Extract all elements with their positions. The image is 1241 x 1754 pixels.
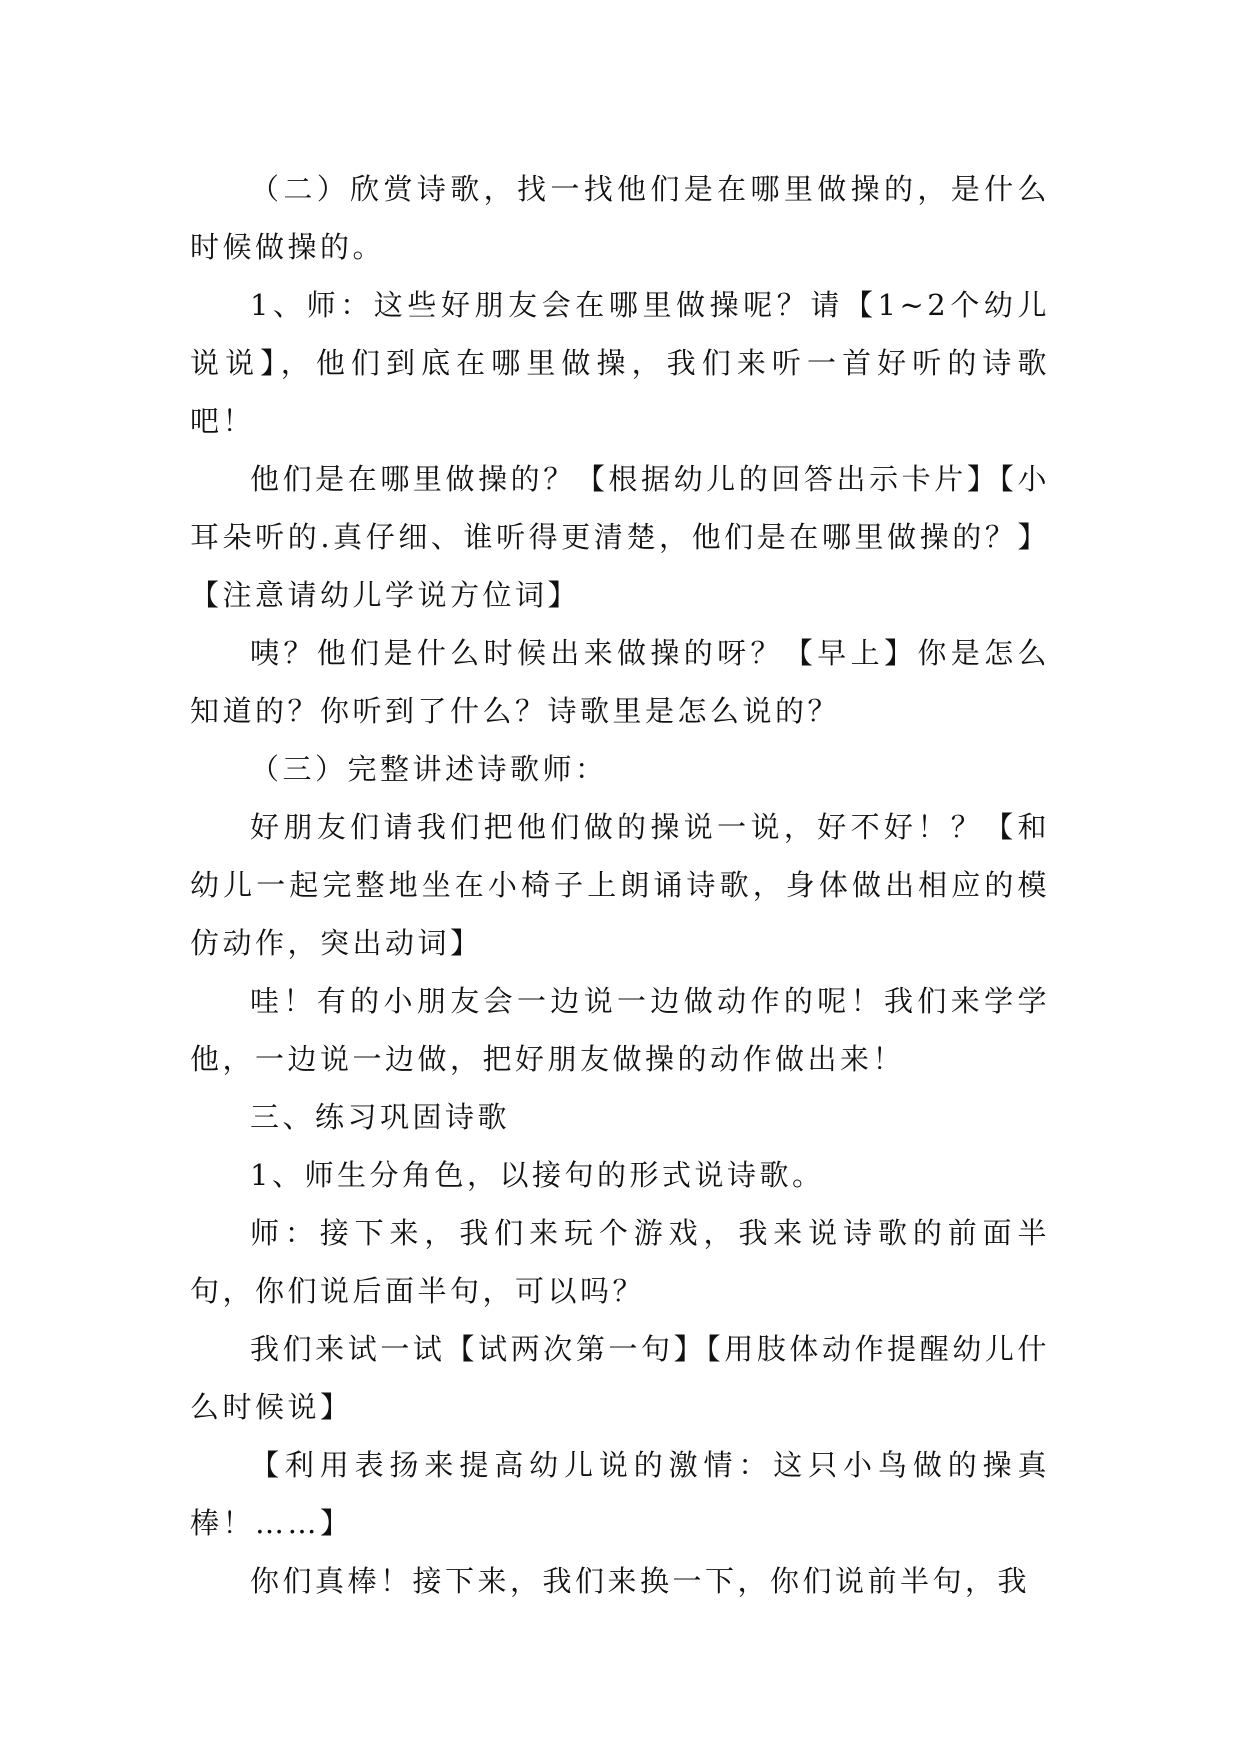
paragraph: （二）欣赏诗歌，找一找他们是在哪里做操的，是什么时候做操的。 bbox=[190, 172, 1050, 264]
paragraph: 你们真棒！接下来，我们来换一下，你们说前半句，我 bbox=[250, 1564, 1031, 1598]
section-heading: 三、练习巩固诗歌 bbox=[250, 1100, 511, 1134]
paragraph: 我们来试一试【试两次第一句】【用肢体动作提醒幼儿什么时候说】 bbox=[190, 1332, 1050, 1424]
paragraph: 咦？他们是什么时候出来做操的呀？【早上】你是怎么知道的？你听到了什么？诗歌里是怎么说的？ bbox=[190, 636, 1050, 728]
document-body bbox=[190, 160, 1050, 1610]
paragraph: 1、师生分角色，以接句的形式说诗歌。 bbox=[250, 1158, 825, 1192]
paragraph: 【利用表扬来提高幼儿说的激情：这只小鸟做的操真棒！……】 bbox=[190, 1448, 1050, 1540]
paragraph: 1、师：这些好朋友会在哪里做操呢？请【1~2个幼儿说说】，他们到底在哪里做操，我们来听一首好听的诗歌吧！ bbox=[190, 288, 1050, 438]
paragraph: （三）完整讲述诗歌师： bbox=[250, 752, 608, 786]
paragraph: 哇！有的小朋友会一边说一边做动作的呢！我们来学学他，一边说一边做，把好朋友做操的动作做出来！ bbox=[190, 984, 1050, 1076]
paragraph: 师：接下来，我们来玩个游戏，我来说诗歌的前面半句，你们说后面半句，可以吗？ bbox=[190, 1216, 1050, 1308]
paragraph: 他们是在哪里做操的？【根据幼儿的回答出示卡片】【小耳朵听的.真仔细、谁听得更清楚，他们是在哪里做操的？】【注意请幼儿学说方位词】 bbox=[190, 462, 1050, 612]
paragraph: 好朋友们请我们把他们做的操说一说，好不好！？【和幼儿一起完整地坐在小椅子上朗诵诗歌，身体做出相应的模仿动作，突出动词】 bbox=[190, 810, 1050, 960]
